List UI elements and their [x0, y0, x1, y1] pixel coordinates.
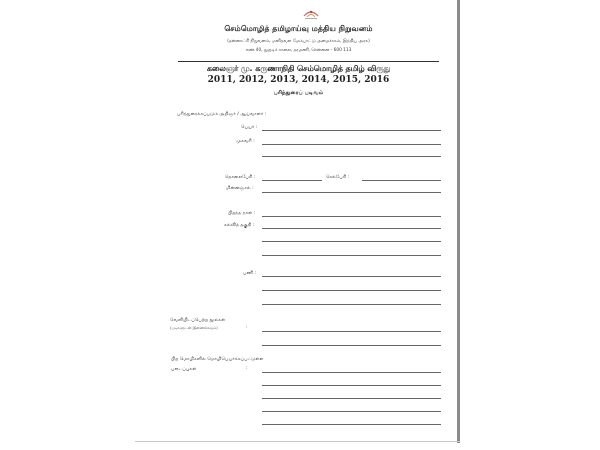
- award-years: 2011, 2012, 2013, 2014, 2015, 2016: [207, 75, 390, 85]
- publications-label: வெளியிடப்பெற்ற நூல்கள்: [170, 318, 226, 323]
- dob-field[interactable]: [262, 216, 441, 217]
- email-field[interactable]: [262, 192, 441, 193]
- email-label: மின்னஞ்சல் :: [226, 186, 254, 191]
- qualification-label: கல்வித் தகுதி :: [224, 223, 255, 228]
- qualification-field-line-3[interactable]: [262, 255, 441, 256]
- translated-works-field-line-5[interactable]: [262, 424, 441, 425]
- address-field-line-1[interactable]: [262, 144, 441, 145]
- qualification-field-line-2[interactable]: [262, 241, 441, 242]
- document-page: [140, 0, 457, 440]
- org-address: எண் 40, நூறடிச் சாலை, தரமணி, சென்னை - 600 113: [245, 48, 352, 53]
- mobile-field[interactable]: [362, 180, 441, 181]
- work-field-line-2[interactable]: [262, 290, 441, 291]
- dob-label: பிறந்த நாள் :: [228, 211, 256, 216]
- mobile-label: செல்பேசி :: [326, 175, 350, 180]
- org-name: செம்மொழித் தமிழாய்வு மத்திய நிறுவனம்: [224, 24, 373, 33]
- name-field[interactable]: [262, 130, 441, 131]
- address-label: முகவரி :: [236, 139, 255, 144]
- translated-works-field-line-1[interactable]: [262, 372, 441, 373]
- translated-works-field-line-4[interactable]: [262, 411, 441, 412]
- award-title: கலைஞர் மு. கருணாநிதி செம்மொழித் தமிழ் விருது: [206, 64, 391, 73]
- publications-field-line-2[interactable]: [262, 345, 441, 346]
- phone-field[interactable]: [262, 180, 322, 181]
- viewer-frame-bottom-edge: [135, 441, 460, 442]
- translated-works-label-2: படைப்புகள்: [171, 367, 197, 372]
- translated-works-label: பிற மொழிகளில் மொழிபெயர்க்கப்பட்டுள்ள: [171, 357, 264, 362]
- org-subtitle: (தன்னாட்சி நிறுவனம், மனிதவள மேம்பாட்டு அமைச்சகம், இந்திய அரசு): [227, 39, 370, 44]
- publications-sublabel: (படிகளுடன் இணைக்கவும்): [170, 325, 218, 330]
- phone-label: தொலைபேசி :: [225, 175, 256, 180]
- publications-colon: :: [246, 325, 248, 330]
- form-title: பரிந்துரைப் படிவம்: [273, 90, 324, 96]
- nominee-label: பரிந்துரைக்கப்படும் அறிஞர் / ஆய்வாளர் :: [177, 112, 267, 117]
- work-field-line-3[interactable]: [262, 304, 441, 305]
- viewer-frame-right-edge: [457, 0, 460, 443]
- translated-works-field-line-2[interactable]: [262, 385, 441, 386]
- translated-works-field-line-3[interactable]: [262, 398, 441, 399]
- publications-field-line-1[interactable]: [262, 331, 441, 332]
- work-label: பணி :: [243, 271, 257, 276]
- header-divider: [178, 61, 439, 62]
- institute-logo-icon: [300, 6, 322, 20]
- name-label: பெயர் :: [241, 125, 258, 130]
- translated-works-colon: :: [246, 366, 248, 371]
- work-field-line-1[interactable]: [262, 276, 441, 277]
- address-field-line-2[interactable]: [262, 156, 441, 157]
- qualification-field-line-1[interactable]: [262, 228, 441, 229]
